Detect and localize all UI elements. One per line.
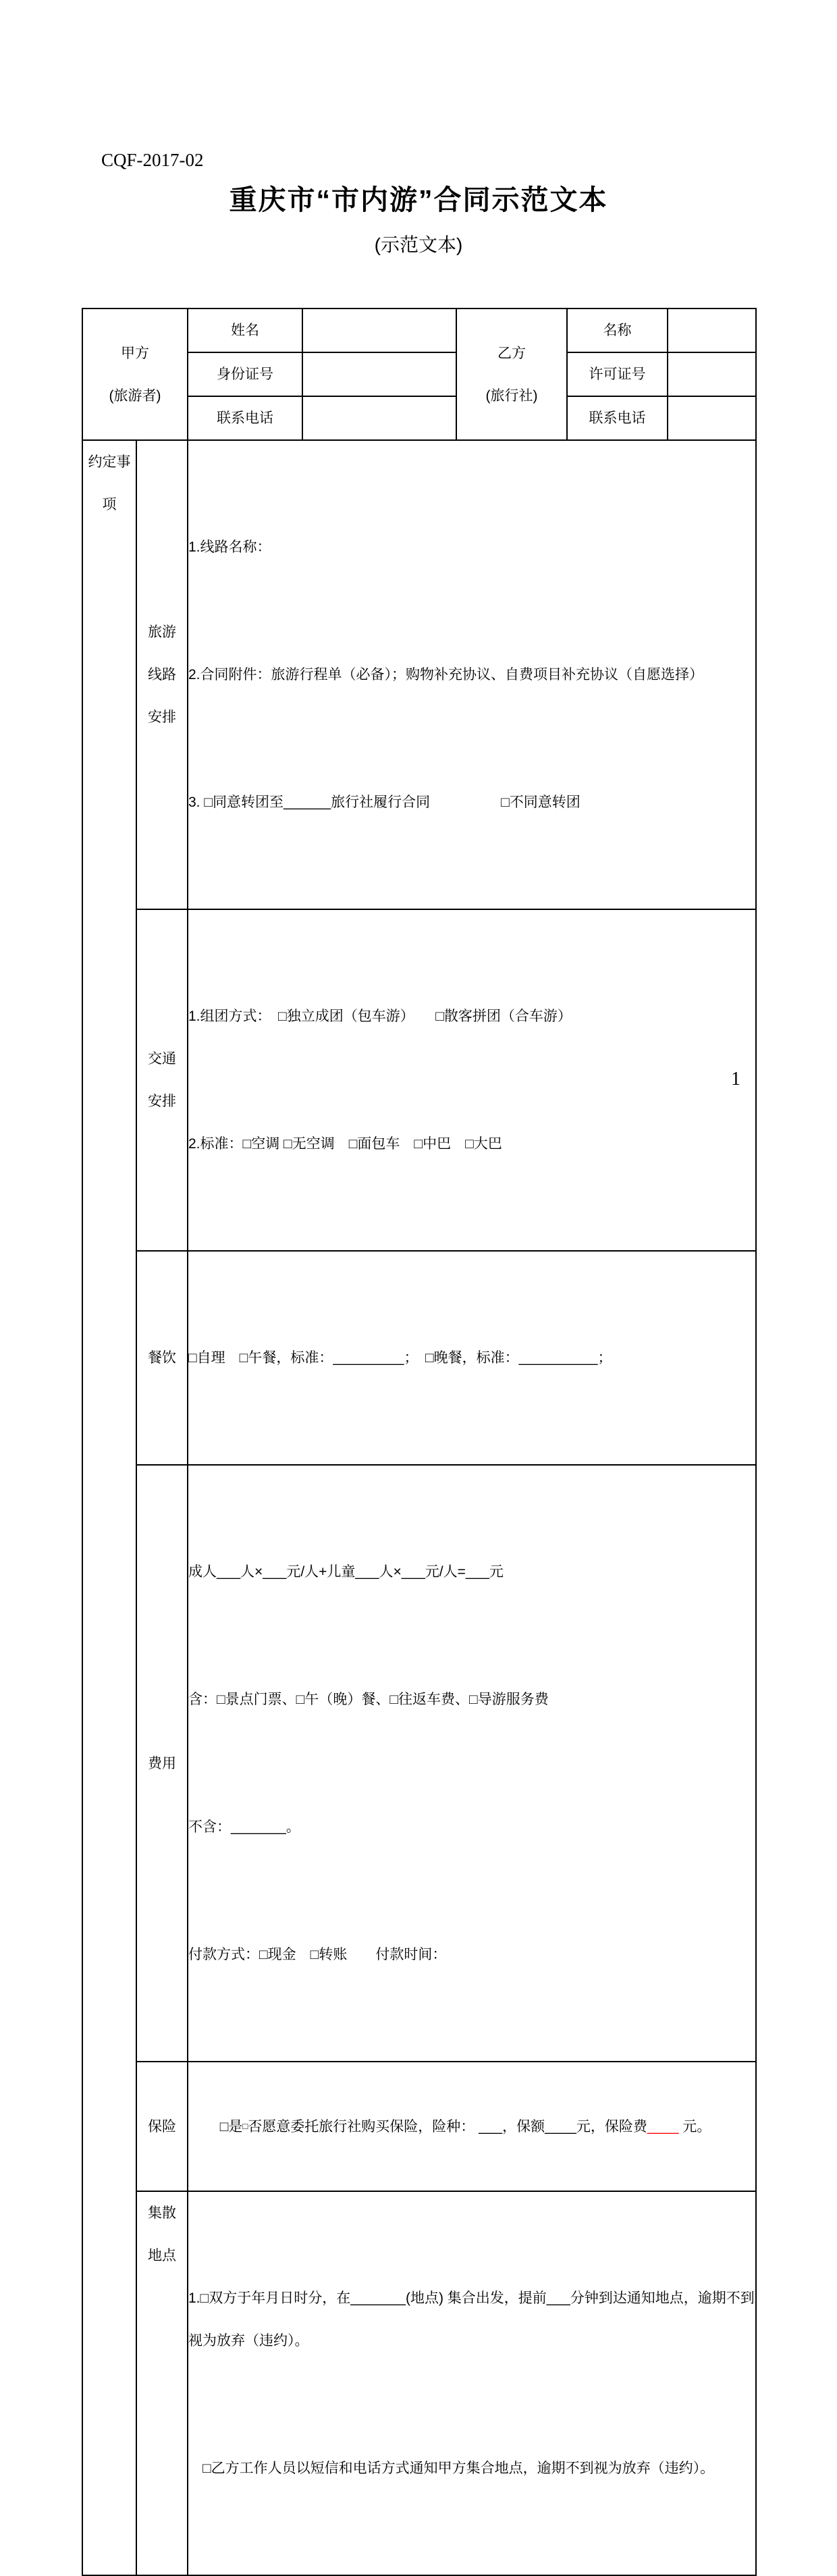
agreed-matters-header bbox=[82, 440, 136, 2575]
cost-row bbox=[82, 1465, 756, 2062]
party-row-1 bbox=[82, 308, 756, 352]
transport-line-1: 1.组团方式： □独立成团（包车游） □散客拼团（合车游） bbox=[188, 1009, 572, 1024]
route-label bbox=[136, 440, 188, 909]
field-label-name-a: 姓名 bbox=[188, 308, 302, 352]
page-number: 1 bbox=[731, 1069, 740, 1090]
meals-content bbox=[188, 1251, 756, 1465]
assembly-label-line2: 地点 bbox=[148, 2248, 176, 2263]
field-value-phone-b[interactable] bbox=[668, 396, 756, 440]
insurance-row bbox=[82, 2062, 756, 2191]
transport-label-line1: 交通 bbox=[148, 1051, 176, 1067]
party-b-cell bbox=[456, 308, 567, 440]
field-value-name-a[interactable] bbox=[302, 308, 456, 352]
page-subtitle: (示范文本) bbox=[374, 234, 463, 255]
field-label-name-b: 名称 bbox=[567, 308, 668, 352]
insurance-fee-red-blank[interactable]: ____ bbox=[647, 2119, 679, 2135]
cost-label: 费用 bbox=[136, 1465, 188, 2062]
cost-line-4: 付款方式：□现金 □转账 付款时间： bbox=[188, 1947, 447, 1962]
insurance-text-post: 元。 bbox=[678, 2119, 711, 2135]
field-label-phone-b: 联系电话 bbox=[567, 396, 668, 440]
route-line-1: 1.线路名称： bbox=[188, 539, 271, 555]
insurance-text-mid: 否愿意委托旅行社购买保险，险种： ___，保额____元，保险费 bbox=[248, 2119, 647, 2135]
field-value-name-b[interactable] bbox=[668, 308, 756, 352]
insurance-text-pre: □是 bbox=[219, 2119, 243, 2135]
transport-row bbox=[82, 909, 756, 1251]
cost-line-3: 不含：_______。 bbox=[188, 1819, 300, 1835]
field-value-license-b[interactable] bbox=[668, 352, 756, 396]
route-line-2: 2.合同附件：旅游行程单（必备）；购物补充协议、自费项目补充协议（自愿选择） bbox=[188, 667, 704, 682]
page-title: 重庆市“市内游”合同示范文本 bbox=[229, 184, 608, 215]
route-line-3: 3. □同意转团至______旅行社履行合同 □不同意转团 bbox=[188, 795, 580, 810]
party-a-cell bbox=[82, 308, 188, 440]
meals-row bbox=[82, 1251, 756, 1465]
route-label-line2: 线路 bbox=[148, 667, 176, 682]
route-row bbox=[82, 440, 756, 909]
transport-label bbox=[136, 909, 188, 1251]
transport-line-2: 2.标准：□空调 □无空调 □面包车 □中巴 □大巴 bbox=[188, 1136, 502, 1152]
party-a-subtitle: (旅游者) bbox=[109, 387, 161, 404]
party-b-title: 乙方 bbox=[497, 345, 526, 361]
assembly-row bbox=[82, 2191, 756, 2575]
agreed-matters-header-line2: 项 bbox=[102, 497, 117, 512]
assembly-para-1: 1.□双方于年月日时分，在_______(地点) 集合出发，提前___分钟到达通知地点，逾期不到视为放弃（违约）。 bbox=[188, 2290, 755, 2349]
field-value-phone-a[interactable] bbox=[302, 396, 456, 440]
route-label-line1: 旅游 bbox=[148, 624, 176, 640]
cost-line-1: 成人___人×___元/人+儿童___人×___元/人=___元 bbox=[188, 1564, 504, 1580]
route-label-line3: 安排 bbox=[148, 709, 176, 725]
contract-table bbox=[82, 308, 757, 2576]
doc-code: CQF-2017-02 bbox=[101, 150, 204, 170]
assembly-content bbox=[188, 2191, 756, 2575]
field-label-id-a: 身份证号 bbox=[188, 352, 302, 396]
agreed-matters-header-line1: 约定事 bbox=[88, 454, 131, 470]
assembly-label-line1: 集散 bbox=[148, 2205, 176, 2221]
party-a-title: 甲方 bbox=[121, 345, 149, 361]
assembly-label bbox=[136, 2191, 188, 2575]
meals-line-1: □自理 □午餐，标准：_________； □晚餐，标准：__________； bbox=[188, 1350, 612, 1366]
insurance-small-checkbox: □ bbox=[242, 2121, 248, 2131]
cost-content bbox=[188, 1465, 756, 2062]
transport-label-line2: 安排 bbox=[148, 1094, 176, 1109]
cost-line-2: 含：□景点门票、□午（晚）餐、□往返车费、□导游服务费 bbox=[188, 1692, 549, 1707]
transport-content bbox=[188, 909, 756, 1251]
field-value-id-a[interactable] bbox=[302, 352, 456, 396]
meals-label: 餐饮 bbox=[136, 1251, 188, 1465]
insurance-content bbox=[188, 2062, 756, 2191]
party-b-subtitle: (旅行社) bbox=[485, 387, 538, 404]
route-content bbox=[188, 440, 756, 909]
insurance-label: 保险 bbox=[136, 2062, 188, 2191]
assembly-para-2: □乙方工作人员以短信和电话方式通知甲方集合地点，逾期不到视为放弃（违约）。 bbox=[188, 2461, 715, 2476]
field-label-license-b: 许可证号 bbox=[567, 352, 668, 396]
field-label-phone-a: 联系电话 bbox=[188, 396, 302, 440]
